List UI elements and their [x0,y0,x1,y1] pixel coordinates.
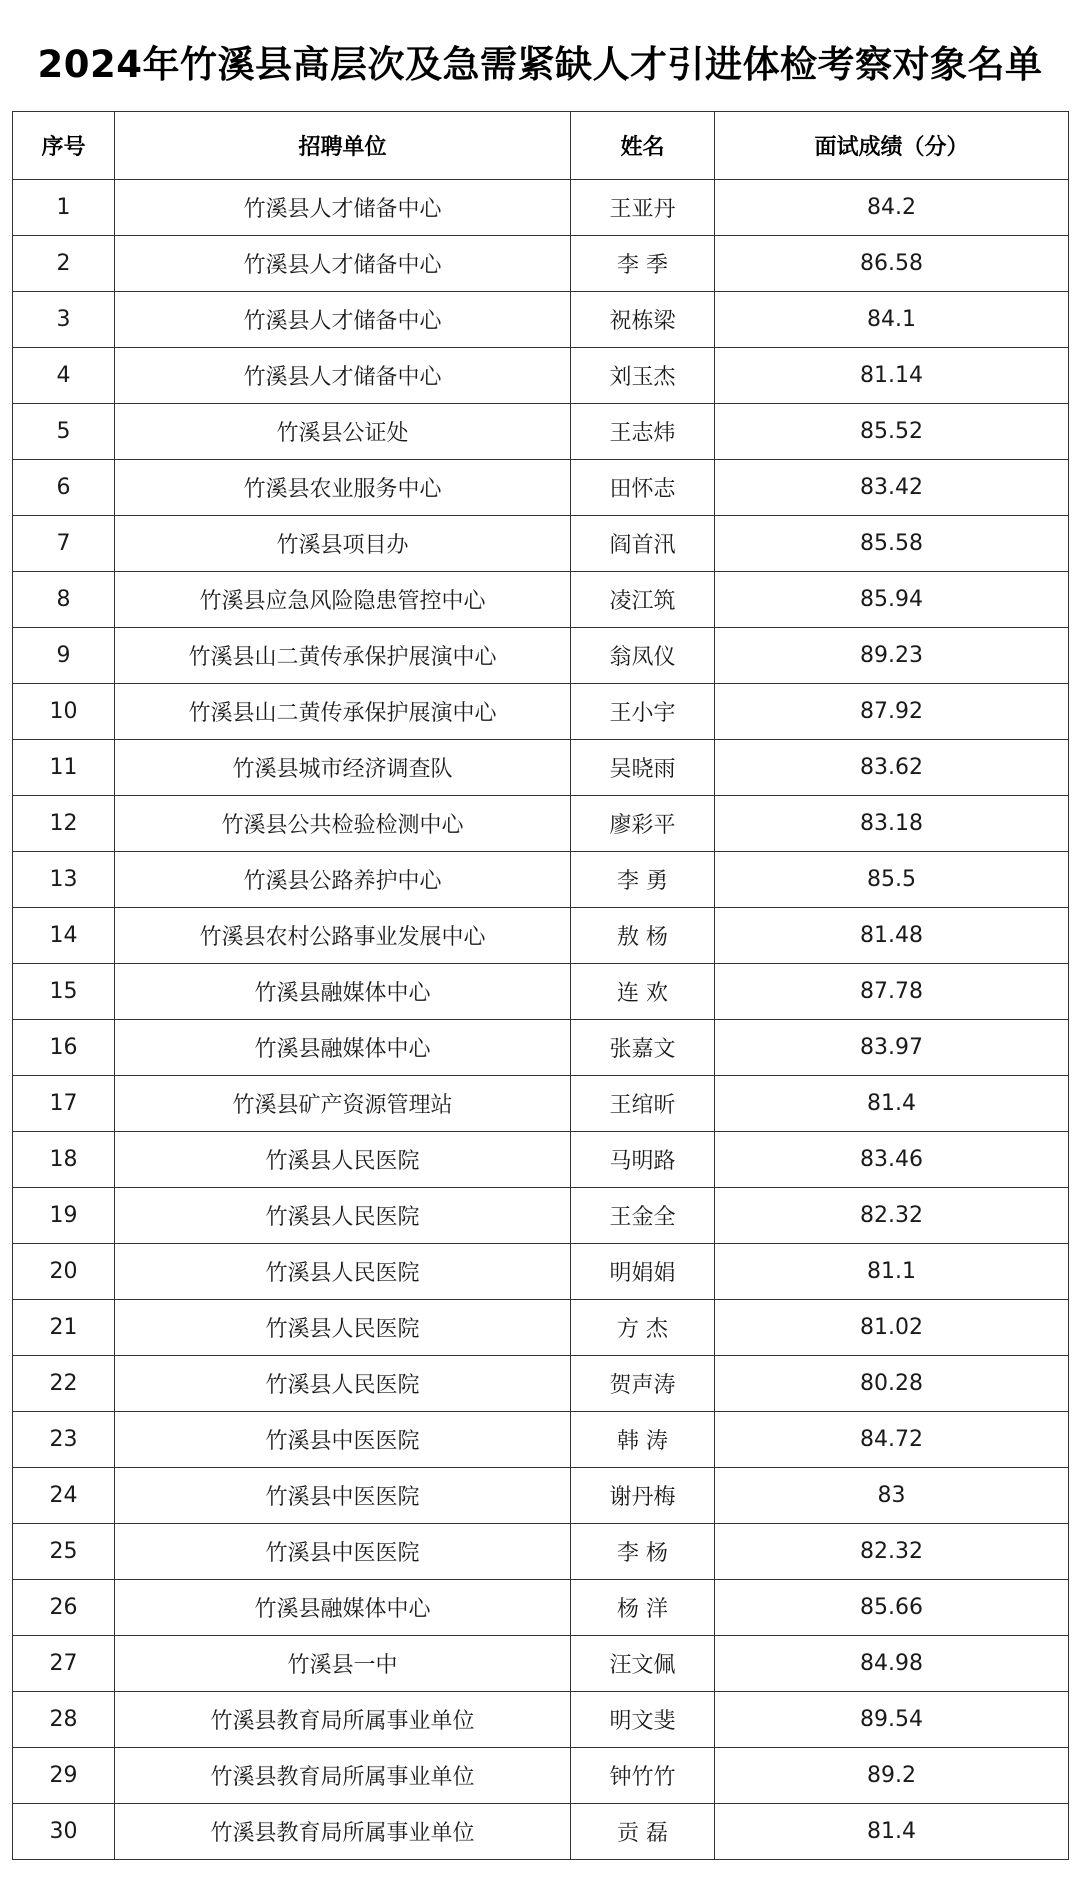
cell-seq: 18 [13,1132,115,1188]
cell-name: 马明路 [571,1132,715,1188]
table-row [13,292,1069,348]
cell-unit: 竹溪县山二黄传承保护展演中心 [115,684,571,740]
cell-score: 85.66 [715,1580,1069,1636]
cell-unit: 竹溪县人民医院 [115,1300,571,1356]
table-row [13,796,1069,852]
cell-score: 89.23 [715,628,1069,684]
cell-score: 85.52 [715,404,1069,460]
cell-name: 贺声涛 [571,1356,715,1412]
cell-seq: 4 [13,348,115,404]
cell-name: 刘玉杰 [571,348,715,404]
cell-name: 王志炜 [571,404,715,460]
cell-name: 祝栋梁 [571,292,715,348]
cell-score: 84.98 [715,1636,1069,1692]
cell-seq: 23 [13,1412,115,1468]
table-row [13,1692,1069,1748]
cell-seq: 22 [13,1356,115,1412]
header-name: 姓名 [571,112,715,180]
table-row [13,1580,1069,1636]
cell-unit: 竹溪县城市经济调查队 [115,740,571,796]
cell-name: 汪文佩 [571,1636,715,1692]
cell-name: 谢丹梅 [571,1468,715,1524]
cell-seq: 8 [13,572,115,628]
cell-seq: 7 [13,516,115,572]
cell-unit: 竹溪县项目办 [115,516,571,572]
cell-unit: 竹溪县人才储备中心 [115,236,571,292]
table-row [13,516,1069,572]
cell-unit: 竹溪县中医医院 [115,1524,571,1580]
table-row [13,348,1069,404]
cell-unit: 竹溪县人才储备中心 [115,292,571,348]
cell-seq: 12 [13,796,115,852]
table-row [13,1244,1069,1300]
cell-score: 83.42 [715,460,1069,516]
cell-unit: 竹溪县公共检验检测中心 [115,796,571,852]
cell-seq: 9 [13,628,115,684]
cell-score: 83.18 [715,796,1069,852]
cell-score: 83.62 [715,740,1069,796]
table-row [13,628,1069,684]
table-row [13,1300,1069,1356]
table-row [13,852,1069,908]
cell-name: 王绾昕 [571,1076,715,1132]
table-row [13,1188,1069,1244]
cell-score: 84.2 [715,180,1069,236]
cell-seq: 26 [13,1580,115,1636]
cell-name: 杨 洋 [571,1580,715,1636]
cell-score: 85.5 [715,852,1069,908]
cell-seq: 6 [13,460,115,516]
cell-name: 凌江筑 [571,572,715,628]
cell-unit: 竹溪县人民医院 [115,1188,571,1244]
cell-unit: 竹溪县教育局所属事业单位 [115,1804,571,1860]
cell-unit: 竹溪县农村公路事业发展中心 [115,908,571,964]
cell-score: 85.94 [715,572,1069,628]
cell-name: 钟竹竹 [571,1748,715,1804]
cell-seq: 15 [13,964,115,1020]
cell-unit: 竹溪县融媒体中心 [115,1020,571,1076]
cell-score: 89.2 [715,1748,1069,1804]
cell-seq: 2 [13,236,115,292]
table-row [13,908,1069,964]
cell-name: 翁凤仪 [571,628,715,684]
table-row [13,1132,1069,1188]
cell-score: 81.02 [715,1300,1069,1356]
cell-name: 韩 涛 [571,1412,715,1468]
table-row [13,1524,1069,1580]
cell-seq: 10 [13,684,115,740]
table-row [13,1412,1069,1468]
cell-unit: 竹溪县人才储备中心 [115,180,571,236]
table-body [13,180,1069,1860]
table-row [13,684,1069,740]
cell-unit: 竹溪县人民医院 [115,1244,571,1300]
cell-name: 方 杰 [571,1300,715,1356]
cell-unit: 竹溪县中医医院 [115,1468,571,1524]
cell-seq: 20 [13,1244,115,1300]
cell-name: 贡 磊 [571,1804,715,1860]
cell-score: 83 [715,1468,1069,1524]
table-row [13,1804,1069,1860]
cell-seq: 27 [13,1636,115,1692]
cell-seq: 21 [13,1300,115,1356]
cell-seq: 24 [13,1468,115,1524]
cell-unit: 竹溪县人民医院 [115,1356,571,1412]
cell-score: 83.46 [715,1132,1069,1188]
cell-unit: 竹溪县应急风险隐患管控中心 [115,572,571,628]
cell-name: 李 季 [571,236,715,292]
cell-unit: 竹溪县中医医院 [115,1412,571,1468]
header-score: 面试成绩（分） [715,112,1069,180]
table-row [13,1356,1069,1412]
cell-name: 连 欢 [571,964,715,1020]
cell-unit: 竹溪县融媒体中心 [115,964,571,1020]
cell-name: 明文斐 [571,1692,715,1748]
cell-seq: 30 [13,1804,115,1860]
cell-score: 81.48 [715,908,1069,964]
cell-name: 王亚丹 [571,180,715,236]
cell-unit: 竹溪县山二黄传承保护展演中心 [115,628,571,684]
cell-score: 82.32 [715,1188,1069,1244]
table-row [13,180,1069,236]
table-row [13,572,1069,628]
cell-unit: 竹溪县教育局所属事业单位 [115,1692,571,1748]
cell-name: 王金全 [571,1188,715,1244]
cell-unit: 竹溪县公证处 [115,404,571,460]
cell-unit: 竹溪县人才储备中心 [115,348,571,404]
cell-score: 81.4 [715,1076,1069,1132]
candidate-table [12,111,1069,1860]
cell-score: 80.28 [715,1356,1069,1412]
table-row [13,964,1069,1020]
cell-name: 田怀志 [571,460,715,516]
cell-score: 85.58 [715,516,1069,572]
cell-score: 87.92 [715,684,1069,740]
cell-unit: 竹溪县公路养护中心 [115,852,571,908]
cell-unit: 竹溪县矿产资源管理站 [115,1076,571,1132]
header-seq: 序号 [13,112,115,180]
table-row [13,1020,1069,1076]
cell-score: 86.58 [715,236,1069,292]
cell-name: 李 勇 [571,852,715,908]
cell-score: 89.54 [715,1692,1069,1748]
cell-seq: 1 [13,180,115,236]
cell-score: 84.72 [715,1412,1069,1468]
cell-seq: 11 [13,740,115,796]
cell-name: 阎首汛 [571,516,715,572]
cell-seq: 5 [13,404,115,460]
cell-score: 81.4 [715,1804,1069,1860]
page-title: 2024年竹溪县高层次及急需紧缺人才引进体检考察对象名单 [37,43,1043,86]
cell-seq: 16 [13,1020,115,1076]
table-row [13,460,1069,516]
cell-score: 84.1 [715,292,1069,348]
table-row [13,740,1069,796]
cell-name: 王小宇 [571,684,715,740]
cell-name: 明娟娟 [571,1244,715,1300]
cell-seq: 28 [13,1692,115,1748]
table-row [13,1636,1069,1692]
cell-unit: 竹溪县融媒体中心 [115,1580,571,1636]
cell-unit: 竹溪县农业服务中心 [115,460,571,516]
cell-name: 廖彩平 [571,796,715,852]
cell-seq: 29 [13,1748,115,1804]
cell-score: 81.14 [715,348,1069,404]
cell-score: 83.97 [715,1020,1069,1076]
cell-seq: 17 [13,1076,115,1132]
header-unit: 招聘单位 [115,112,571,180]
cell-seq: 3 [13,292,115,348]
cell-name: 张嘉文 [571,1020,715,1076]
cell-seq: 25 [13,1524,115,1580]
table-row [13,1748,1069,1804]
table-row [13,1468,1069,1524]
cell-unit: 竹溪县一中 [115,1636,571,1692]
header-row [13,112,1069,180]
cell-score: 87.78 [715,964,1069,1020]
cell-seq: 13 [13,852,115,908]
cell-name: 李 杨 [571,1524,715,1580]
cell-seq: 14 [13,908,115,964]
cell-score: 82.32 [715,1524,1069,1580]
cell-unit: 竹溪县人民医院 [115,1132,571,1188]
cell-score: 81.1 [715,1244,1069,1300]
table-row [13,1076,1069,1132]
cell-name: 敖 杨 [571,908,715,964]
table-row [13,236,1069,292]
table-row [13,404,1069,460]
table-header [13,112,1069,180]
cell-unit: 竹溪县教育局所属事业单位 [115,1748,571,1804]
cell-seq: 19 [13,1188,115,1244]
cell-name: 吴晓雨 [571,740,715,796]
